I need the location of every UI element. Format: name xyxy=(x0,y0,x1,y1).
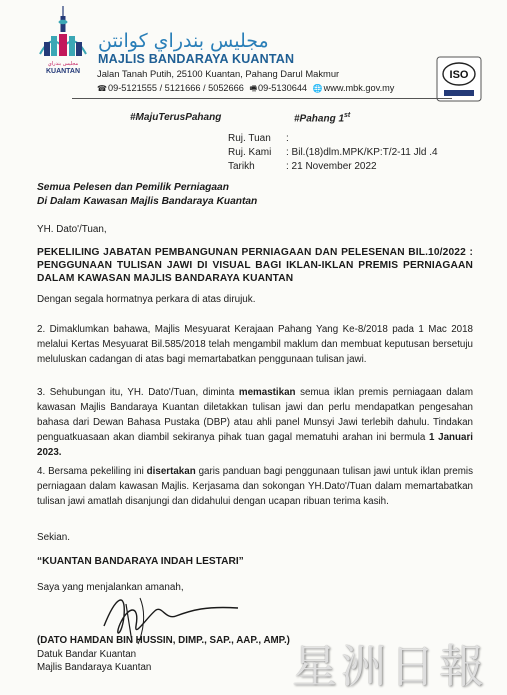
paragraph-3: 3. Sehubungan itu, YH. Dato'/Tuan, diminta memastikan semua iklan premis perniagaan dalam kawasan Majlis Bandaraya Kuantan diletakkan tulisan jawi dan perlu mendapatkan pengesahan bahasa dari Dewan Bahasa Pustaka (DBP) atau ahli panel Munsyi Jawi terlebih dahulu. Tindakan penguatkuasaan akan diambil sekiranya pihak tuan gagal mematuhi arahan ini bermula 1 Januari 2023. xyxy=(37,387,473,458)
signer-organisation: Majlis Bandaraya Kuantan xyxy=(37,662,152,673)
newspaper-watermark: 星洲日報 xyxy=(292,640,489,693)
logo-caption: KUANTAN xyxy=(45,68,81,75)
phone-icon: ☎ xyxy=(97,84,107,93)
globe-icon: 🌐 xyxy=(312,84,323,93)
ref-row-ruj-kami: Ruj. Kami : Bil.(18)dlm.MPK/KP:T/2-11 Jld .4 xyxy=(228,147,438,158)
phone-numbers: 09-5121555 / 5121666 / 5052666 xyxy=(107,83,244,93)
svg-text:مجليس بندراي: مجليس بندراي xyxy=(47,61,79,67)
org-name: MAJLIS BANDARAYA KUANTAN xyxy=(98,52,295,66)
recipient-line-1: Semua Pelesen dan Pemilik Perniagaan xyxy=(37,182,229,193)
hashtag-maju-terus-pahang: #MajuTerusPahang xyxy=(130,112,222,123)
mbk-logo xyxy=(34,4,92,80)
jawi-org-name: مجليس بندراي كوانتن xyxy=(98,30,269,52)
hashtag-pahang-first: #Pahang 1st xyxy=(294,112,351,125)
contact-line xyxy=(97,83,394,97)
subject-heading: PEKELILING JABATAN PEMBANGUNAN PERNIAGAAN DAN PELESENAN BIL.10/2022 : PENGGUNAAN TULISAN JAWI DI VISUAL BAGI IKLAN-IKLAN PREMIS PERNIAGAAN DALAM KAWASAN MAJLIS BANDARAYA KUANTAN xyxy=(37,247,473,284)
org-address: Jalan Tanah Putih, 25100 Kuantan, Pahang Darul Makmur xyxy=(97,68,340,79)
signer-title: Datuk Bandar Kuantan xyxy=(37,649,137,660)
ref-row-ruj-tuan: Ruj. Tuan : xyxy=(228,133,289,144)
motto: “KUANTAN BANDARAYA INDAH LESTARI” xyxy=(37,556,244,567)
closing-sekian: Sekian. xyxy=(37,532,70,543)
website: www.mbk.gov.my xyxy=(323,83,395,93)
iso-label: ISO xyxy=(449,69,469,81)
salutation: YH. Dato'/Tuan, xyxy=(37,224,107,235)
fax-number: 09-5130644 xyxy=(258,83,308,93)
ref-row-tarikh: Tarikh : 21 November 2022 xyxy=(228,161,377,172)
fax-icon: 🖷 xyxy=(249,84,257,93)
paragraph-2: 2. Dimaklumkan bahawa, Majlis Mesyuarat Kerajaan Pahang Yang Ke-8/2018 pada 1 Mac 2018 melalui Kertas Mesyuarat Bil.585/2018 telah mengambil maklum dan membuat keputusan bersetuju meluluskan cadangan di atas bagi memartabatkan penggunaan tulisan jawi. xyxy=(37,324,473,365)
iso-certification-logo xyxy=(436,56,482,102)
recipient-line-2: Di Dalam Kawasan Majlis Bandaraya Kuantan xyxy=(37,196,258,207)
opening-line: Dengan segala hormatnya perkara di atas dirujuk. xyxy=(37,294,256,305)
paragraph-4: 4. Bersama pekeliling ini disertakan garis panduan bagi penggunaan tulisan jawi untuk iklan premis perniagaan dalam kawasan Majlis. Kerjasama dan sokongan YH.Dato'/Tuan dalam memartabatkan tulisan jawi amatlah disanjungi dan didahului dengan ucapan ribuan terima kasih. xyxy=(37,466,473,507)
header-divider xyxy=(72,98,452,99)
signer-name: (DATO HAMDAN BIN HUSSIN, DIMP., SAP., AAP., AMP.) xyxy=(37,635,290,646)
trust-line: Saya yang menjalankan amanah, xyxy=(37,582,184,593)
